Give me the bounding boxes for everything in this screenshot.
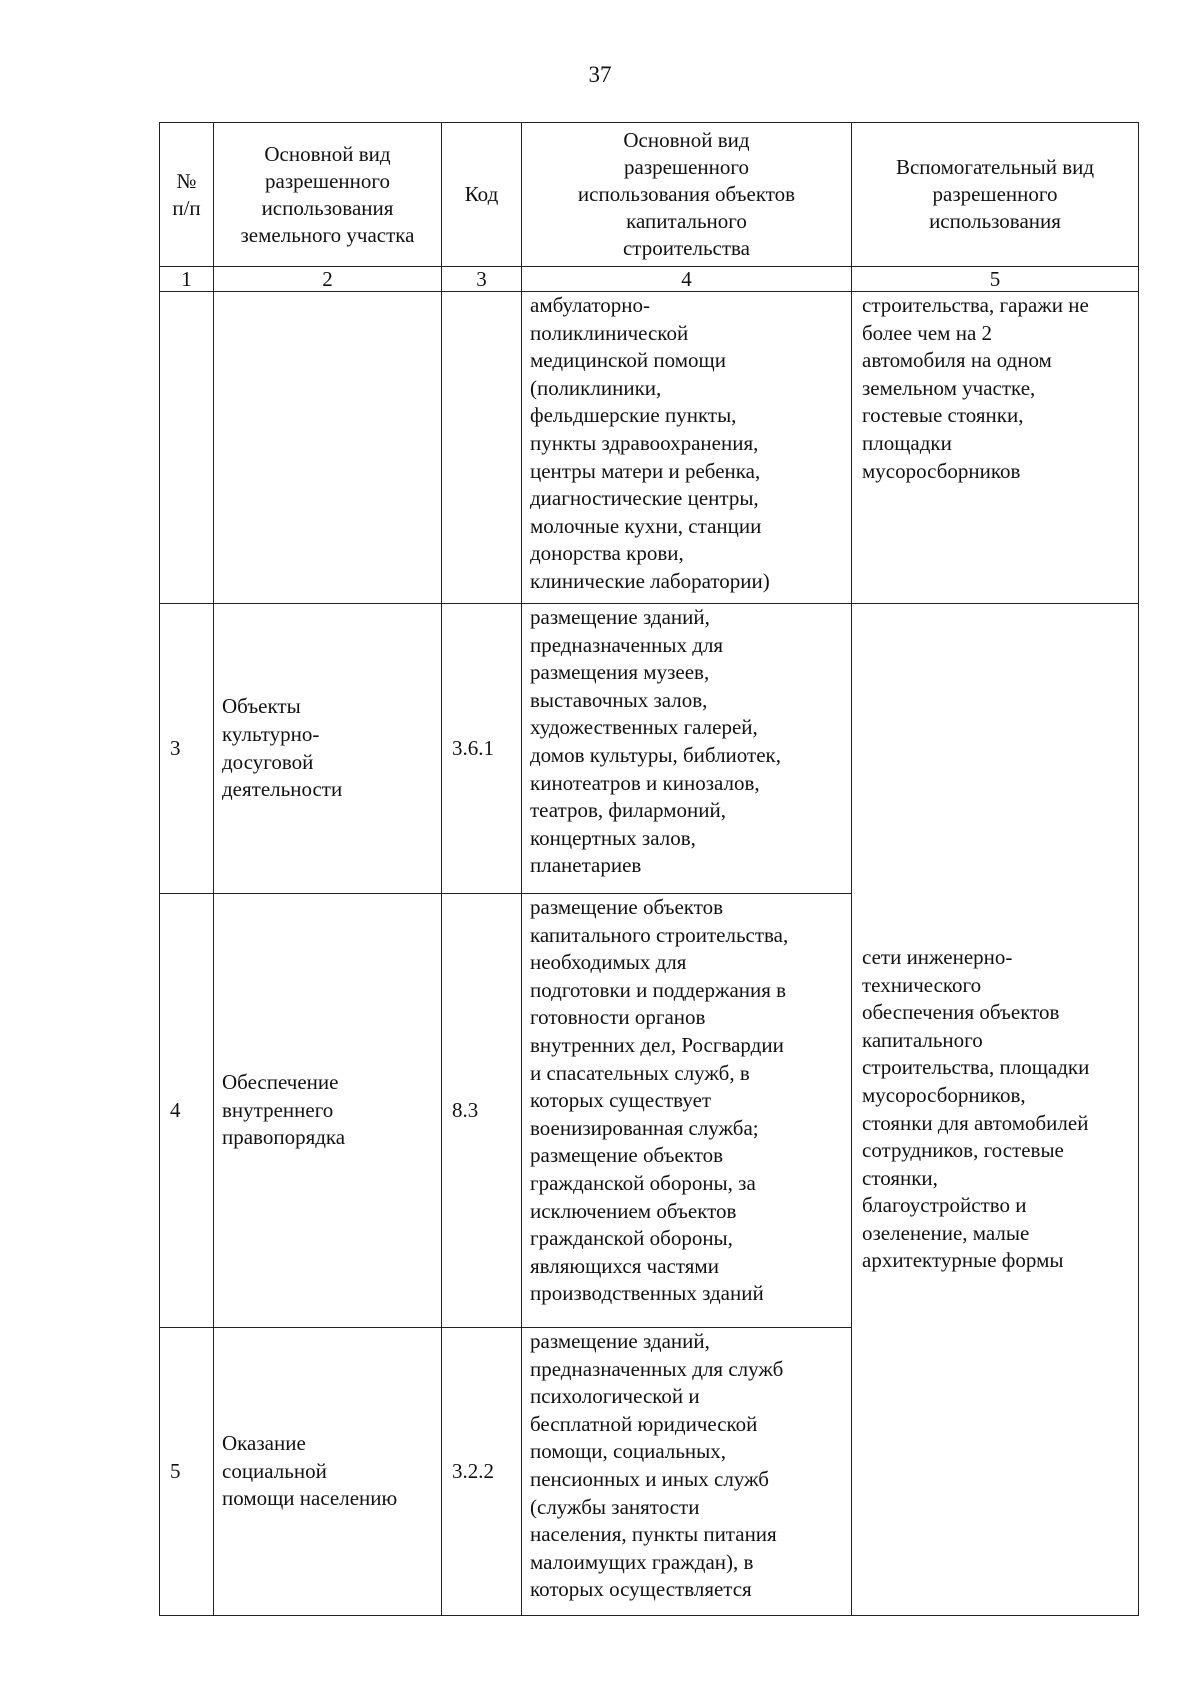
land-use-table — [159, 122, 1139, 1616]
row-description: размещение зданий, предназначенных для размещения музеев, выставочных залов, художественных галерей, домов культуры, библиотек, кинотеатров и кинозалов, театров, филармоний, концертных залов, планетариев — [522, 604, 852, 894]
column-number: 1 — [160, 267, 214, 292]
row-land-use-name — [214, 292, 442, 604]
row-number: 4 — [160, 894, 214, 1328]
header-code: Код — [442, 123, 522, 267]
column-number: 3 — [442, 267, 522, 292]
header-number: № п/п — [160, 123, 214, 267]
row-code — [442, 292, 522, 604]
row-number: 3 — [160, 604, 214, 894]
table-row — [160, 292, 1139, 604]
page-number: 37 — [588, 62, 612, 87]
shared-auxiliary-use: сети инженерно- технического обеспечения объектов капитального строительства, площадки мусоросборников, стоянки для автомобилей сотрудников, гостевые стоянки, благоустройство и озеленение, малые архитектурные формы — [852, 604, 1139, 1616]
row-code: 3.6.1 — [442, 604, 522, 894]
row-number: 5 — [160, 1328, 214, 1616]
row-description: размещение объектов капитального строительства, необходимых для подготовки и поддержания в готовности органов внутренних дел, Росгвардии и спасательных служб, в которых существует военизированная служба; размещение объектов гражданской обороны, за исключением объектов гражданской обороны, являющихся частями производственных зданий — [522, 894, 852, 1328]
column-number: 5 — [852, 267, 1139, 292]
header-land-plot-use: Основной вид разрешенного использования земельного участка — [214, 123, 442, 267]
table-row — [160, 604, 1139, 894]
row-land-use-name: Объекты культурно- досуговой деятельности — [214, 604, 442, 894]
column-number: 2 — [214, 267, 442, 292]
row-auxiliary-use: строительства, гаражи не более чем на 2 автомобиля на одном земельном участке, гостевые стоянки, площадки мусоросборников — [852, 292, 1139, 604]
row-code: 8.3 — [442, 894, 522, 1328]
row-number — [160, 292, 214, 604]
header-capital-construction-use: Основной вид разрешенного использования объектов капитального строительства — [522, 123, 852, 267]
row-code: 3.2.2 — [442, 1328, 522, 1616]
row-land-use-name: Обеспечение внутреннего правопорядка — [214, 894, 442, 1328]
table-header-row — [160, 123, 1139, 267]
row-description: амбулаторно- поликлинической медицинской помощи (поликлиники, фельдшерские пункты, пункты здравоохранения, центры матери и ребенка, диагностические центры, молочные кухни, станции донорства крови, клинические лаборатории) — [522, 292, 852, 604]
column-number-row — [160, 267, 1139, 292]
row-land-use-name: Оказание социальной помощи населению — [214, 1328, 442, 1616]
column-number: 4 — [522, 267, 852, 292]
row-description: размещение зданий, предназначенных для служб психологической и бесплатной юридической помощи, социальных, пенсионных и иных служб (службы занятости населения, пункты питания малоимущих граждан), в которых осуществляется — [522, 1328, 852, 1616]
header-auxiliary-use: Вспомогательный вид разрешенного использования — [852, 123, 1139, 267]
